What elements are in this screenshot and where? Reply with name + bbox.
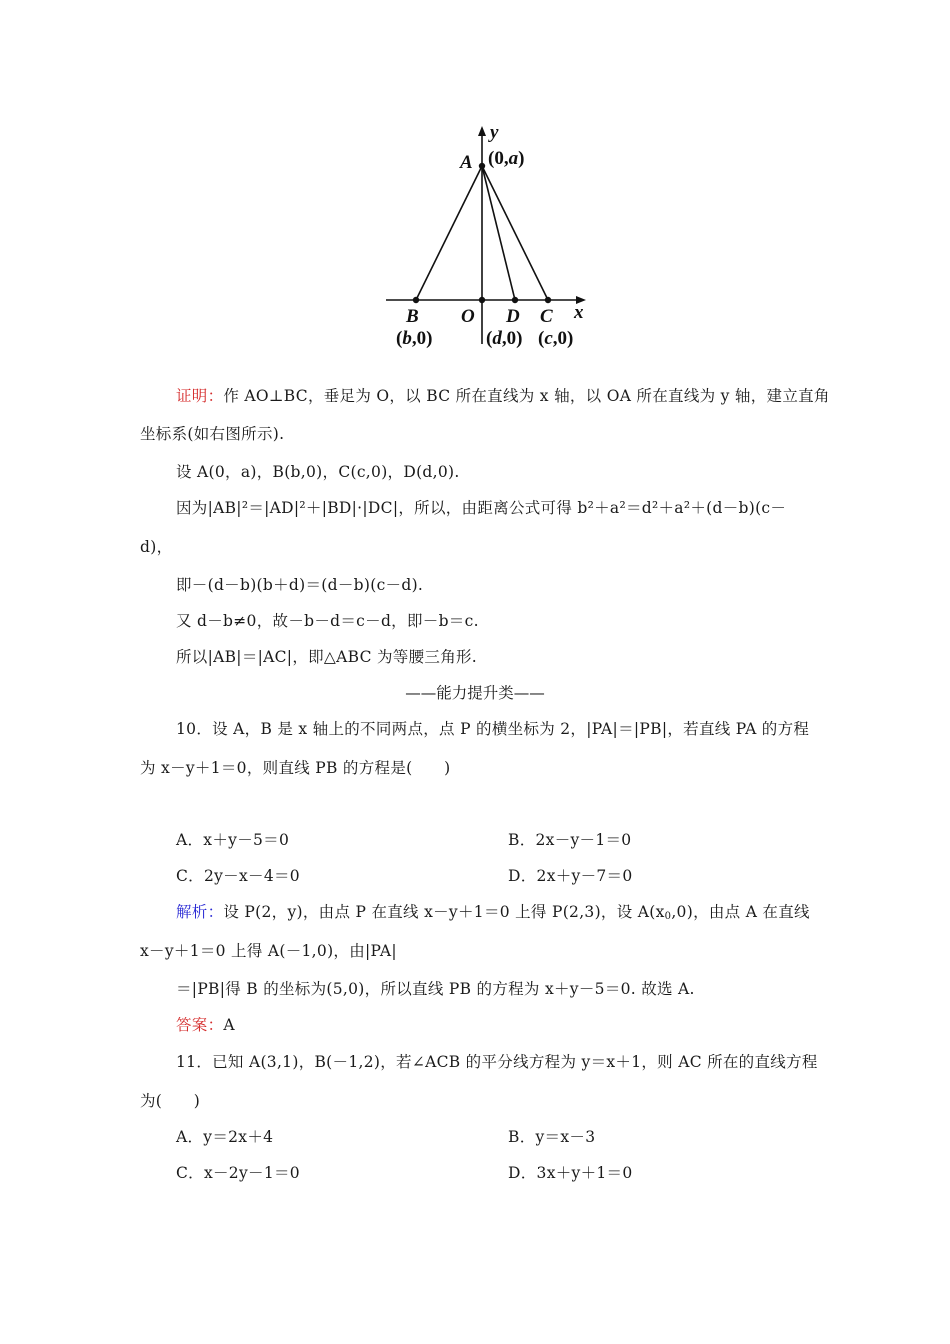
q11-option-c: C．x－2y－1＝0 xyxy=(176,1164,300,1182)
segment-AB xyxy=(416,166,482,300)
q10-option-a: A．x＋y－5＝0 xyxy=(176,831,290,849)
q10-line-2: 为 x－y＋1＝0，则直线 PB 的方程是( ) xyxy=(140,759,451,777)
proof-label: 证明： xyxy=(176,387,224,405)
proof-line-6: 即－(d－b)(b＋d)＝(d－b)(c－d). xyxy=(176,576,424,594)
point-D-dot xyxy=(512,297,518,303)
q11-line-2: 为( ) xyxy=(140,1092,201,1110)
q10-option-c: C．2y－x－4＝0 xyxy=(176,867,300,885)
proof-line-1 xyxy=(176,386,830,406)
q11-line-1: 11．已知 A(3,1)，B(－1,2)，若∠ACB 的平分线方程为 y＝x＋1，则 AC 所在的直线方程 xyxy=(176,1053,818,1071)
answer-value: A xyxy=(223,1016,235,1034)
proof-line-1-text: 作 AO⊥BC，垂足为 O，以 BC 所在直线为 x 轴，以 OA 所在直线为 y 轴，建立直角 xyxy=(223,387,830,405)
y-axis-arrow xyxy=(478,126,486,136)
analysis-label: 解析： xyxy=(176,903,224,921)
triangle-figure xyxy=(378,118,598,358)
q10-option-b: B．2x－y－1＝0 xyxy=(508,831,632,849)
answer-label: 答案： xyxy=(176,1016,224,1034)
coord-D-label: (d,0) xyxy=(486,328,523,349)
coord-A-label: (0,a) xyxy=(488,148,525,169)
x-axis-label: x xyxy=(574,302,584,323)
y-axis-label: y xyxy=(490,122,499,143)
label-A: A xyxy=(460,152,473,173)
proof-line-7: 又 d－b≠0，故－b－d＝c－d，即－b＝c. xyxy=(176,612,479,630)
point-B-dot xyxy=(413,297,419,303)
label-D: D xyxy=(506,306,520,327)
q10-line-1: 10．设 A，B 是 x 轴上的不同两点，点 P 的横坐标为 2，|PA|＝|PB|，若直线 PA 的方程 xyxy=(176,720,810,738)
q10-analysis-line-1: 解析：设 P(2，y)，由点 P 在直线 x－y＋1＝0 上得 P(2,3)，设 $A(x_0,0)$，由点 A 在直线 xyxy=(176,903,810,922)
coord-B-label: (b,0) xyxy=(396,328,433,349)
label-C: C xyxy=(540,306,553,327)
q10-analysis-line-3: ＝|PB|得 B 的坐标为(5,0)，所以直线 PB 的方程为 x＋y－5＝0. 故选 A. xyxy=(176,980,695,998)
proof-line-8: 所以|AB|＝|AC|，即△ABC 为等腰三角形. xyxy=(176,648,478,666)
q11-option-a: A．y＝2x＋4 xyxy=(176,1128,274,1146)
q11-option-b: B．y＝x－3 xyxy=(508,1128,596,1146)
q11-option-d: D．3x＋y＋1＝0 xyxy=(508,1164,633,1182)
coord-C-label: (c,0) xyxy=(538,328,574,349)
q10-option-d: D．2x＋y－7＝0 xyxy=(508,867,633,885)
q10-analysis-line-2: x－y＋1＝0 上得 A(－1,0)，由|PA| xyxy=(140,942,397,960)
proof-line-5: d)， xyxy=(140,538,173,556)
label-O: O xyxy=(461,306,475,327)
proof-line-3: 设 A(0，a)，B(b,0)，C(c,0)，D(d,0). xyxy=(176,463,460,481)
segment-AC xyxy=(482,166,548,300)
point-C-dot xyxy=(545,297,551,303)
coordinate-diagram xyxy=(378,118,598,358)
proof-line-4: 因为|AB|²＝|AD|²＋|BD|·|DC|，所以，由距离公式可得 b²＋a²＝d²＋a²＋(d－b)(c－ xyxy=(176,499,787,517)
point-A-dot xyxy=(479,163,485,169)
point-O-dot xyxy=(479,297,485,303)
section-title: ——能力提升类—— xyxy=(405,684,545,702)
label-B: B xyxy=(406,306,419,327)
segment-AD xyxy=(482,166,515,300)
proof-line-2: 坐标系(如右图所示). xyxy=(140,425,285,443)
q10-answer xyxy=(176,1015,235,1035)
